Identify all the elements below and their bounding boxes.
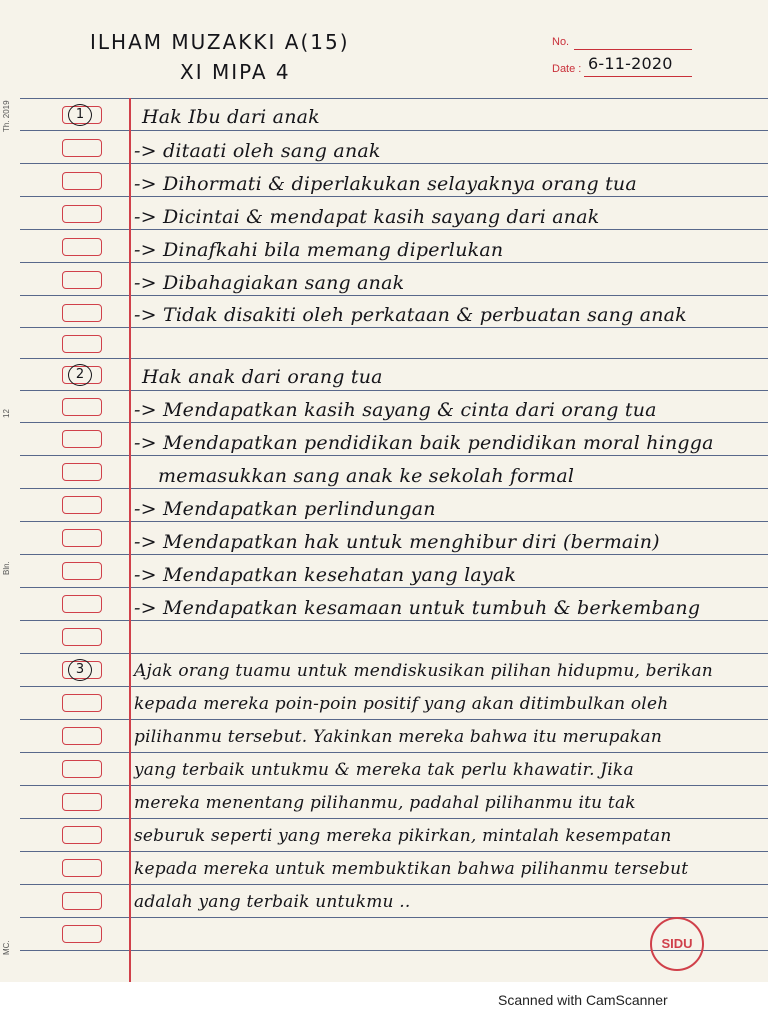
section-3-line: kepada mereka untuk membuktikan bahwa pilihanmu tersebut: [134, 859, 689, 879]
student-class: XI MIPA 4: [180, 60, 291, 84]
side-mark-number: 12: [2, 409, 11, 418]
margin-box: [62, 430, 102, 448]
ruled-line: [20, 295, 768, 296]
section-2-item: memasukkan sang anak ke sekolah formal: [158, 465, 575, 487]
date-value: 6-11-2020: [588, 54, 673, 73]
section-2-title: Hak anak dari orang tua: [142, 366, 383, 388]
section-3-number: 3: [68, 659, 92, 681]
ruled-line: [20, 262, 768, 263]
section-1-item: -> ditaati oleh sang anak: [134, 140, 381, 162]
ruled-line: [20, 488, 768, 489]
ruled-line: [20, 390, 768, 391]
margin-box: [62, 139, 102, 157]
margin-box: [62, 562, 102, 580]
date-label: Date :: [552, 63, 582, 75]
section-2-item: -> Mendapatkan kesehatan yang layak: [134, 564, 517, 586]
margin-box: [62, 238, 102, 256]
ruled-line: [20, 521, 768, 522]
section-2-item: -> Mendapatkan kesamaan untuk tumbuh & berkembang: [134, 597, 701, 619]
ruled-line: [20, 554, 768, 555]
ruled-line: [20, 752, 768, 753]
ruled-line: [20, 163, 768, 164]
ruled-line: [20, 818, 768, 819]
side-mark-brand: MC.: [2, 940, 11, 955]
section-2-item: -> Mendapatkan kasih sayang & cinta dari orang tua: [134, 399, 657, 421]
ruled-line: [20, 196, 768, 197]
margin-box: [62, 205, 102, 223]
margin-box: [62, 793, 102, 811]
margin-box: [62, 398, 102, 416]
margin-box: [62, 925, 102, 943]
margin-box: [62, 628, 102, 646]
section-1-item: -> Tidak disakiti oleh perkataan & perbuatan sang anak: [134, 304, 687, 326]
margin-box: [62, 727, 102, 745]
section-1-number: 1: [68, 104, 92, 126]
ruled-line: [20, 620, 768, 621]
ruled-line: [20, 130, 768, 131]
ruled-line: [20, 851, 768, 852]
ruled-line: [20, 785, 768, 786]
margin-box: [62, 529, 102, 547]
ruled-line: [20, 327, 768, 328]
margin-box: [62, 595, 102, 613]
scanner-watermark: Scanned with CamScanner: [498, 992, 668, 1008]
ruled-line: [20, 358, 768, 359]
margin-box: [62, 694, 102, 712]
section-3-line: mereka menentang pilihanmu, padahal pilihanmu itu tak: [134, 793, 636, 813]
side-mark-month: Bln.: [2, 561, 11, 575]
section-3-line: pilihanmu tersebut. Yakinkan mereka bahwa itu merupakan: [134, 727, 663, 747]
section-3-line: seburuk seperti yang mereka pikirkan, mintalah kesempatan: [134, 826, 672, 846]
date-underline: [584, 76, 692, 77]
margin-box: [62, 892, 102, 910]
section-2-item: -> Mendapatkan hak untuk menghibur diri (bermain): [134, 531, 660, 553]
no-underline: [574, 49, 692, 50]
ruled-line: [20, 587, 768, 588]
section-1-item: -> Dicintai & mendapat kasih sayang dari anak: [134, 206, 600, 228]
student-name: ILHAM MUZAKKI A(15): [90, 30, 350, 54]
section-3-line: kepada mereka poin-poin positif yang akan ditimbulkan oleh: [134, 694, 669, 714]
section-3-line: yang terbaik untukmu & mereka tak perlu khawatir. Jika: [134, 760, 634, 780]
margin-box: [62, 859, 102, 877]
section-3-line: Ajak orang tuamu untuk mendiskusikan pilihan hidupmu, berikan: [134, 661, 713, 681]
ruled-line: [20, 229, 768, 230]
margin-line: [129, 98, 131, 982]
margin-box: [62, 826, 102, 844]
section-1-item: -> Dibahagiakan sang anak: [134, 272, 405, 294]
section-1-item: -> Dihormati & diperlakukan selayaknya orang tua: [134, 173, 637, 195]
ruled-line: [20, 884, 768, 885]
section-2-item: -> Mendapatkan pendidikan baik pendidikan moral hingga: [134, 432, 714, 454]
margin-box: [62, 172, 102, 190]
ruled-line: [20, 686, 768, 687]
no-label: No.: [552, 36, 570, 48]
margin-box: [62, 335, 102, 353]
ruled-line: [20, 455, 768, 456]
ruled-line: [20, 422, 768, 423]
section-2-item: -> Mendapatkan perlindungan: [134, 498, 436, 520]
section-3-line: adalah yang terbaik untukmu ..: [134, 892, 411, 912]
ruled-line: [20, 719, 768, 720]
margin-box: [62, 271, 102, 289]
side-mark-year: Th. 2019: [2, 100, 11, 132]
section-1-title: Hak Ibu dari anak: [142, 106, 320, 128]
margin-box: [62, 760, 102, 778]
sidu-stamp: SIDU: [650, 917, 704, 971]
ruled-line: [20, 917, 768, 918]
margin-box: [62, 496, 102, 514]
margin-box: [62, 463, 102, 481]
margin-box: [62, 304, 102, 322]
ruled-line: [20, 98, 768, 99]
ruled-line: [20, 653, 768, 654]
section-2-number: 2: [68, 364, 92, 386]
section-1-item: -> Dinafkahi bila memang diperlukan: [134, 239, 504, 261]
